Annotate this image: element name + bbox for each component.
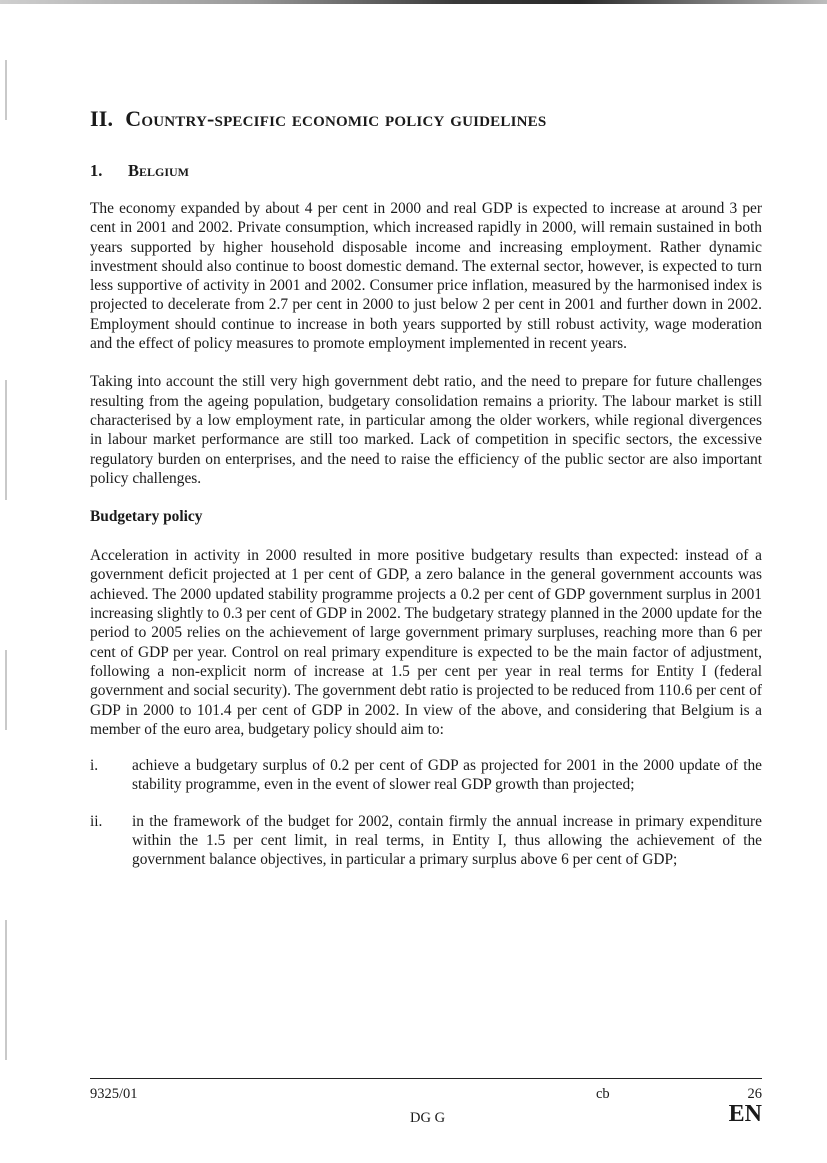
- language-code: EN: [728, 1101, 762, 1127]
- chapter-number: II.: [90, 106, 114, 131]
- chapter-heading: [90, 104, 762, 134]
- section-number: 1.: [90, 161, 103, 180]
- budgetary-policy-heading: Budgetary policy: [90, 508, 203, 526]
- scan-edge-mark: [5, 920, 7, 1060]
- challenges-paragraph: Taking into account the still very high government debt ratio, and the need to prepare for future challenges resulting from the ageing population, budgetary consolidation remains a priority. The labour market is still characterised by a low employment rate, in particular among the older workers, while regional divergences in labour market performance are still too marked. Lack of competition in specific sectors, the excessive regulatory burden on enterprises, and the need to raise the efficiency of the public sector are also important policy challenges.: [90, 373, 762, 487]
- page-footer: [90, 1078, 762, 1127]
- scan-edge-mark: [5, 650, 7, 730]
- list-marker: ii.: [90, 812, 103, 830]
- scan-border-top: [0, 0, 827, 4]
- document-reference: 9325/01: [90, 1086, 138, 1102]
- list-item-text: achieve a budgetary surplus of 0.2 per cent of GDP as projected for 2001 in the 2000 update of the stability programme, even in the event of slower real GDP growth than projected;: [132, 757, 762, 794]
- chapter-title: Country-specific economic policy guidelines: [125, 106, 547, 131]
- directorate-label: DG G: [410, 1110, 446, 1126]
- list-item-text: in the framework of the budget for 2002, contain firmly the annual increase in primary expenditure within the 1.5 per cent limit, in real terms, in Entity I, thus allowing the achievement of the government balance objectives, in particular a primary surplus above 6 per cent of GDP;: [132, 812, 762, 869]
- document-body: [90, 104, 762, 887]
- list-item: [90, 812, 762, 870]
- budgetary-paragraph: Acceleration in activity in 2000 resulted in more positive budgetary results than expected: instead of a government deficit projected at 1 per cent of GDP, a zero balance in the general government accounts was achieved. The 2000 updated stability programme projects a 0.2 per cent of GDP government surplus in 2001 increasing slightly to 0.3 per cent of GDP in 2002. The budgetary strategy planned in the 2000 update for the period to 2005 relies on the achievement of large government primary surpluses, reaching more than 6 per cent of GDP per year. Control on real primary expenditure is expected to be the main factor of adjustment, following a non-explicit norm of increase at 1.5 per cent per year in real terms for Entity I (federal government and social security). The government debt ratio is projected to be reduced from 110.6 per cent of GDP in 2000 to 101.4 per cent of GDP in 2002. In view of the above, and considering that Belgium is a member of the euro area, budgetary policy should aim to:: [90, 547, 762, 738]
- page-number: 26: [747, 1086, 762, 1102]
- section-title: Belgium: [128, 161, 190, 180]
- scan-edge-mark: [5, 60, 7, 120]
- list-item: [90, 756, 762, 795]
- list-marker: i.: [90, 757, 99, 775]
- guideline-list: [90, 756, 762, 869]
- intro-paragraph: The economy expanded by about 4 per cent in 2000 and real GDP is expected to increase at around 3 per cent in 2001 and 2002. Private consumption, which increased rapidly in 2000, will remain sustained in both years supported by higher household disposable income and increasing employment. Rather dynamic investment should also continue to boost domestic demand. The external sector, however, is expected to turn less supportive of activity in 2001 and 2002. Consumer price inflation, measured by the harmonised index is projected to decelerate from 2.7 per cent in 2000 to just below 2 per cent in 2001 and further down in 2002. Employment should continue to increase in both years supported by still robust activity, wage moderation and the effect of policy measures to promote employment implemented in recent years.: [90, 200, 762, 353]
- author-initials: cb: [596, 1086, 610, 1102]
- section-heading: [90, 160, 762, 182]
- scan-edge-mark: [5, 380, 7, 500]
